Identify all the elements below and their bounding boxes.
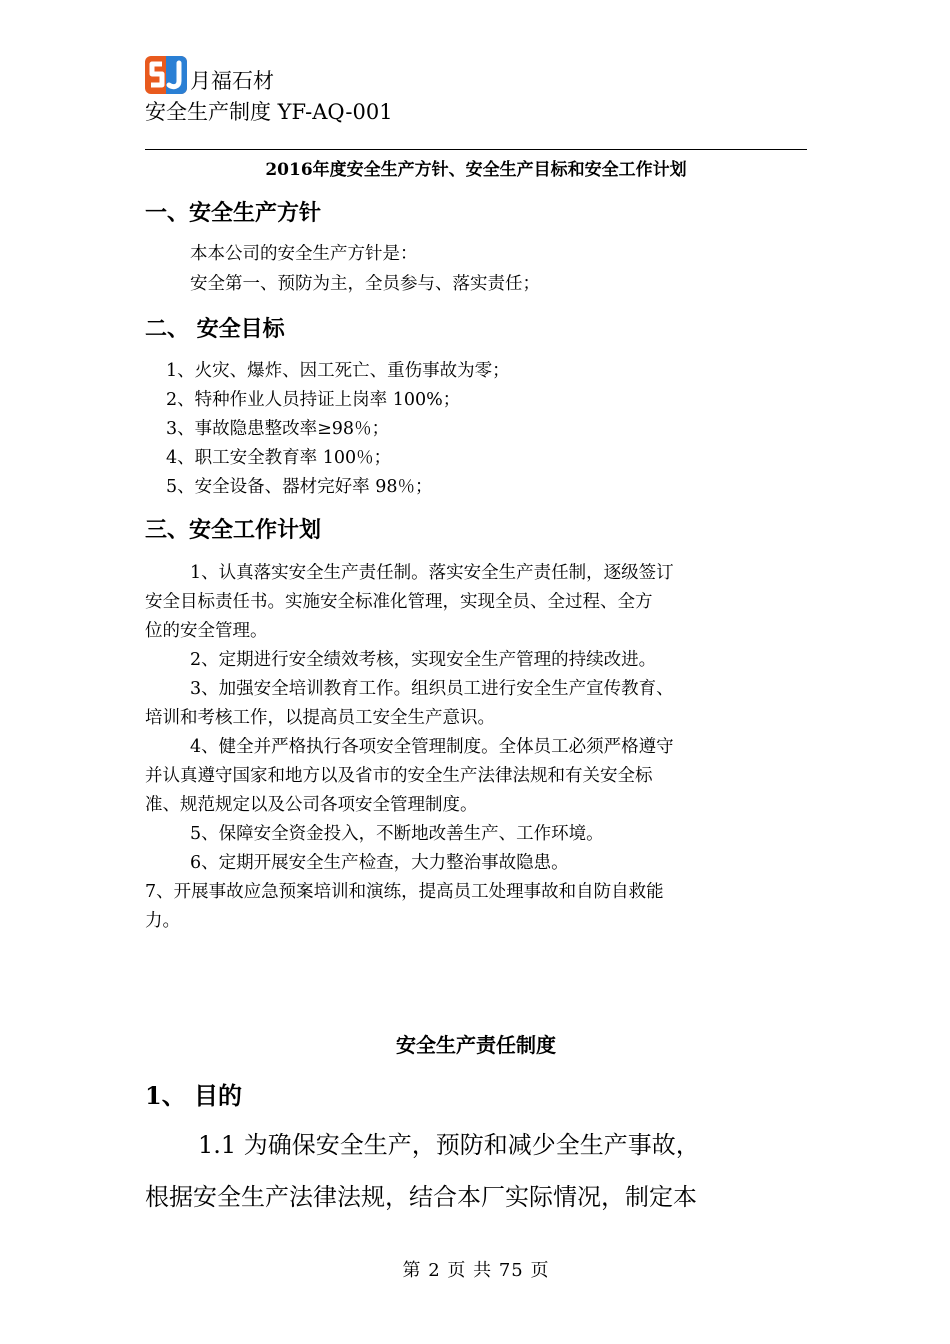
page-title: 2016年度安全生产方针、安全生产目标和安全工作计划 bbox=[265, 160, 687, 180]
purpose-line: 1.1 为确保安全生产，预防和减少全生产事故， bbox=[198, 1131, 700, 1159]
document-code: 安全生产制度 YF-AQ-001 bbox=[145, 100, 393, 124]
company-name: 月福石材 bbox=[190, 69, 274, 93]
plan-line: 并认真遵守国家和地方以及省市的安全生产法律法规和有关安全标 bbox=[145, 766, 653, 786]
plan-line: 6、定期开展安全生产检查，大力整治事故隐患。 bbox=[190, 853, 569, 873]
company-logo-icon bbox=[145, 56, 187, 94]
purpose-line: 根据安全生产法律法规，结合本厂实际情况，制定本 bbox=[145, 1183, 697, 1211]
plan-line: 力。 bbox=[145, 911, 180, 931]
section-heading-policy: 一、安全生产方针 bbox=[145, 200, 322, 226]
plan-line: 2、定期进行安全绩效考核，实现安全生产管理的持续改进。 bbox=[190, 650, 657, 670]
header-divider bbox=[145, 149, 807, 150]
plan-line: 位的安全管理。 bbox=[145, 621, 268, 641]
policy-line: 安全第一、预防为主，全员参与、落实责任； bbox=[190, 274, 540, 294]
plan-line: 3、加强安全培训教育工作。组织员工进行安全生产宣传教育、 bbox=[190, 679, 674, 699]
section-heading-purpose: 1、 目的 bbox=[145, 1081, 243, 1110]
policy-line: 本本公司的安全生产方针是： bbox=[190, 244, 418, 264]
section-heading-plan: 三、安全工作计划 bbox=[145, 517, 322, 543]
goal-item: 4、职工安全教育率 100％； bbox=[166, 448, 392, 468]
section-heading-goals: 二、 安全目标 bbox=[145, 316, 285, 342]
section-title-responsibility: 安全生产责任制度 bbox=[396, 1033, 556, 1057]
plan-line: 5、保障安全资金投入，不断地改善生产、工作环境。 bbox=[190, 824, 604, 844]
page-number: 第 2 页 共 75 页 bbox=[402, 1260, 550, 1281]
plan-line: 7、开展事故应急预案培训和演练，提高员工处理事故和自防自救能 bbox=[145, 882, 664, 902]
plan-line: 1、认真落实安全生产责任制。落实安全生产责任制，逐级签订 bbox=[190, 563, 674, 583]
goal-item: 3、事故隐患整改率≥98％； bbox=[166, 419, 390, 439]
plan-line: 安全目标责任书。实施安全标准化管理，实现全员、全过程、全方 bbox=[145, 592, 653, 612]
plan-line: 准、规范规定以及公司各项安全管理制度。 bbox=[145, 795, 478, 815]
goal-item: 2、特种作业人员持证上岗率 100%； bbox=[166, 390, 461, 410]
plan-line: 培训和考核工作，以提高员工安全生产意识。 bbox=[145, 708, 495, 728]
plan-line: 4、健全并严格执行各项安全管理制度。全体员工必须严格遵守 bbox=[190, 737, 674, 757]
goal-item: 5、安全设备、器材完好率 98％； bbox=[166, 477, 433, 497]
goal-item: 1、火灾、爆炸、因工死亡、重伤事故为零； bbox=[166, 361, 510, 381]
